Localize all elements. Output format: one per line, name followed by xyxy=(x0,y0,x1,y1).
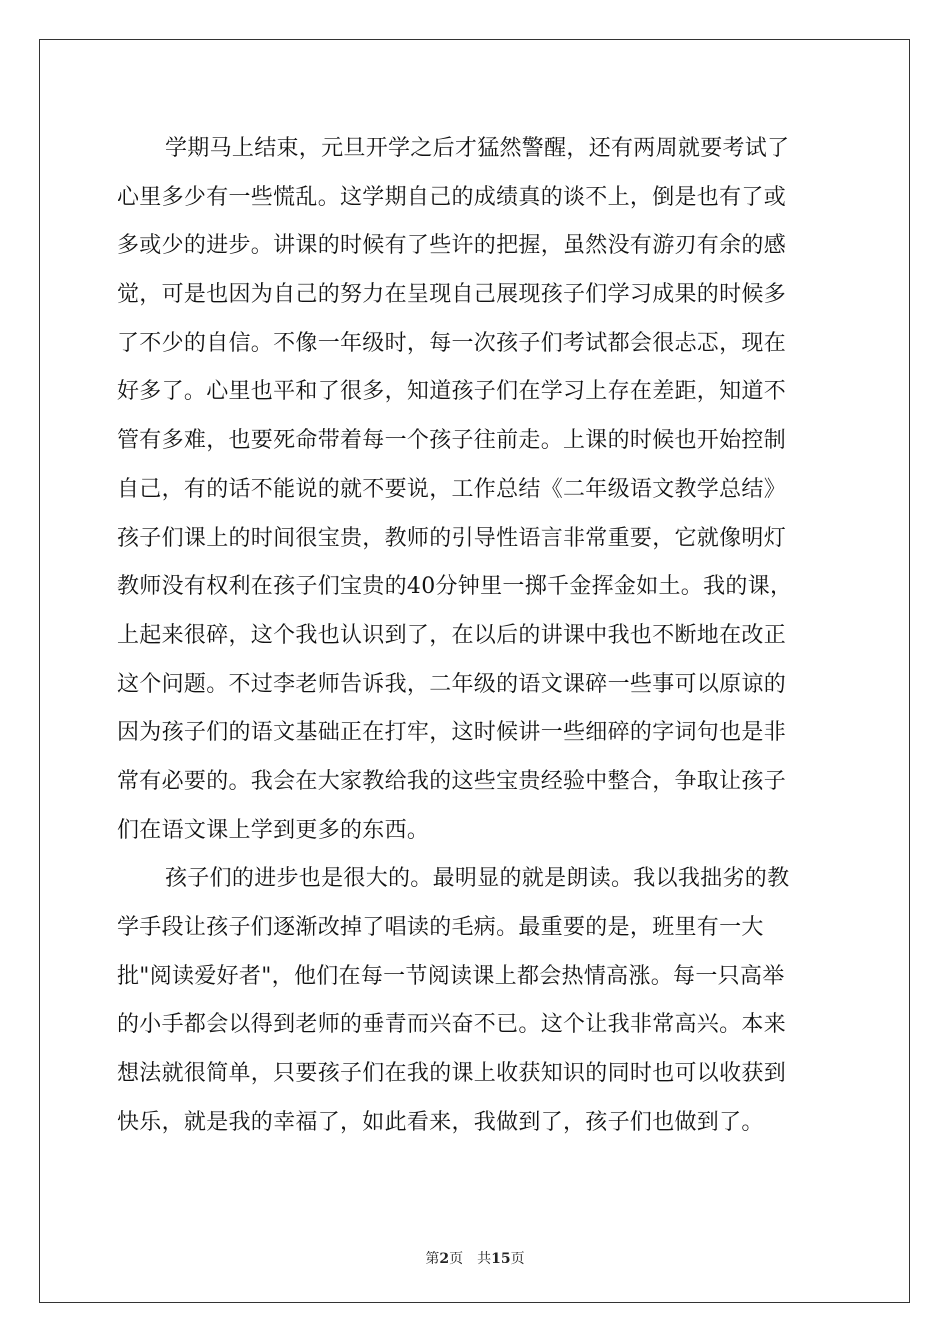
text-line: 管有多难，也要死命带着每一个孩子往前走。上课的时候也开始控制 xyxy=(117,428,787,454)
text-line: 学期马上结束，元旦开学之后才猛然警醒，还有两周就要考试了 xyxy=(165,136,790,161)
text-line: 了不少的自信。不像一年级时，每一次孩子们考试都会很忐忑，现在 xyxy=(117,330,787,356)
document-body xyxy=(117,125,833,1147)
text-line: 批"阅读爱好者"，他们在每一节阅读课上都会热情高涨。每一只高举 xyxy=(117,963,785,989)
text-line: 这个问题。不过李老师告诉我，二年级的语文课碎一些事可以原谅的 xyxy=(117,671,787,697)
text-line: 孩子们的进步也是很大的。最明显的就是朗读。我以我拙劣的教 xyxy=(165,866,790,892)
text-line: 觉，可是也因为自己的努力在呈现自己展现孩子们学习成果的时候多 xyxy=(117,282,787,308)
page-footer xyxy=(0,1248,950,1268)
page-number: 2 xyxy=(439,1251,450,1267)
total-prefix: 共 xyxy=(477,1251,492,1267)
page-suffix: 页 xyxy=(449,1251,464,1267)
text-line: 学手段让孩子们逐渐改掉了唱读的毛病。最重要的是，班里有一大 xyxy=(117,915,764,940)
total-suffix: 页 xyxy=(510,1251,525,1267)
text-line: 因为孩子们的语文基础正在打牢，这时候讲一些细碎的字词句也是非 xyxy=(117,720,787,746)
text-line: 常有必要的。我会在大家教给我的这些宝贵经验中整合，争取让孩子 xyxy=(117,768,787,794)
text-line: 快乐，就是我的幸福了，如此看来，我做到了，孩子们也做到了。 xyxy=(117,1109,764,1135)
text-line: 孩子们课上的时间很宝贵，教师的引导性语言非常重要，它就像明灯 xyxy=(117,525,787,551)
text-line: 自己，有的话不能说的就不要说，工作总结《二年级语文教学总结》 xyxy=(117,476,787,502)
text-line: 上起来很碎，这个我也认识到了，在以后的讲课中我也不断地在改正 xyxy=(117,622,787,648)
text-line: 心里多少有一些慌乱。这学期自己的成绩真的谈不上，倒是也有了或 xyxy=(117,184,787,210)
text-line: 教师没有权利在孩子们宝贵的40分钟里一掷千金挥金如土。我的课， xyxy=(117,574,793,600)
text-line: 的小手都会以得到老师的垂青而兴奋不已。这个让我非常高兴。本来 xyxy=(117,1012,787,1038)
text-line: 想法就很简单，只要孩子们在我的课上收获知识的同时也可以收获到 xyxy=(117,1061,787,1087)
text-line: 好多了。心里也平和了很多，知道孩子们在学习上存在差距，知道不 xyxy=(117,379,787,405)
text-line: 们在语文课上学到更多的东西。 xyxy=(117,817,430,843)
total-pages: 15 xyxy=(491,1251,511,1267)
text-line: 多或少的进步。讲课的时候有了些许的把握，虽然没有游刃有余的感 xyxy=(117,233,787,259)
page-prefix: 第 xyxy=(425,1251,440,1267)
